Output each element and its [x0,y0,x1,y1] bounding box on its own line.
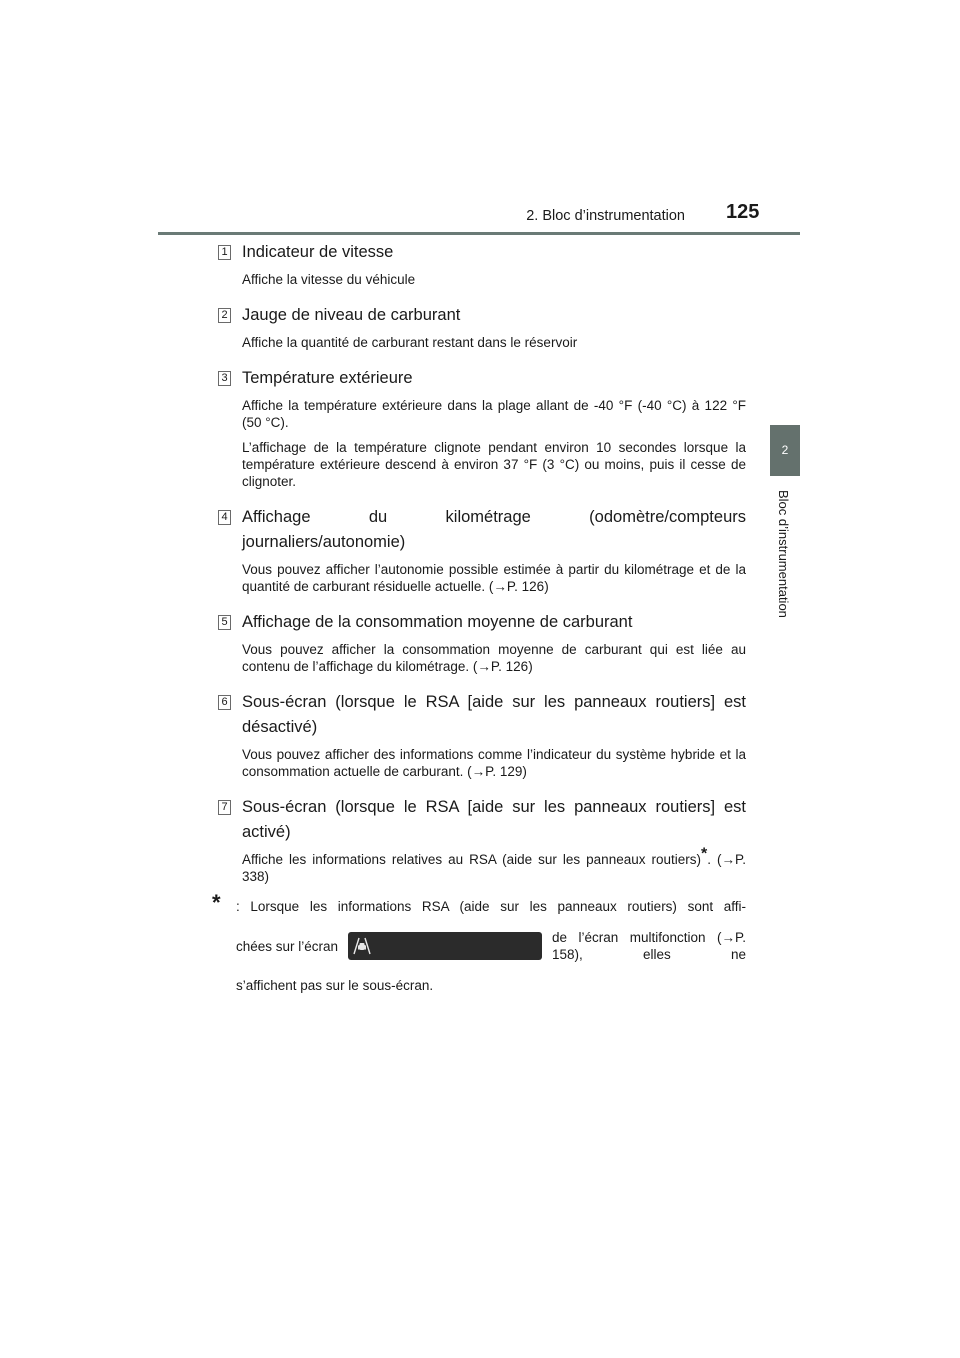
item-description-text: Affiche les informations relatives au RSA (aide sur les panneaux routiers) [242,852,701,867]
item-number-badge: 4 [218,510,231,525]
list-item [218,608,746,675]
footnote-star: * [212,890,221,915]
item-number-badge: 3 [218,371,231,386]
footnote-line: s’affichent pas sur le sous-écran. [236,978,434,993]
item-description: Affiche la température extérieure dans la plage allant de -40 °F (-40 °C) à 122 °F (50 °C). [242,398,746,430]
item-description: Affiche la vitesse du véhicule [242,272,416,287]
item-title: Indicateur de vitesse [242,243,394,261]
item-number-badge: 6 [218,695,231,710]
footnote-line: : Lorsque les informations RSA (aide sur les panneaux routiers) sont affi- [236,899,746,914]
header-divider [158,232,800,235]
item-title: Température extérieure [242,369,413,387]
footnote-text: chées sur l’écran [236,938,339,954]
chapter-tab: 2 [770,425,800,476]
item-title: Affichage de la consommation moyenne de carburant [242,613,633,631]
item-number-badge: 1 [218,245,231,260]
page-content [212,238,746,994]
footnote-text: de l’écran multifonction (→P. 158), elles ne [552,930,746,962]
item-description: Vous pouvez afficher la consommation moyenne de carburant qui est liée au contenu de l’affichage du kilométrage. (→P. 126) [242,642,746,674]
item-number-badge: 5 [218,615,231,630]
page-number: 125 [726,201,760,223]
footnote [212,890,746,994]
footnote-line [236,929,746,963]
item-number-badge: 7 [218,800,231,815]
list-item [218,301,746,351]
item-description: Vous pouvez afficher des informations comme l’indicateur du système hybride et la consommation actuelle de carburant. (→P. 129) [242,747,746,779]
list-item [218,364,746,490]
page-header [0,0,960,240]
driving-assist-screen-icon [348,932,542,960]
list-item [218,793,746,885]
item-title: Jauge de niveau de carburant [242,306,461,324]
item-title: Sous-écran (lorsque le RSA [aide sur les panneaux routiers] est désactivé) [242,693,746,736]
footnote-marker: * [700,845,708,863]
page-reference: . (→P. 338) [242,852,746,884]
item-description: L’affichage de la température clignote pendant environ 10 secondes lorsque la température extérieure descend à environ 37 °F (3 °C) ou moins, puis il cesse de clignoter. [242,440,746,489]
chapter-label: Bloc d’instrumentation [776,490,791,618]
list-item [218,503,746,595]
item-number-badge: 2 [218,308,231,323]
item-description: Vous pouvez afficher l’autonomie possible estimée à partir du kilométrage et de la quantité de carburant résiduelle actuelle. (→P. 126) [242,562,746,594]
item-description [242,845,746,885]
list-item [218,238,746,288]
section-title: 2. Bloc d’instrumentation [526,208,685,224]
item-title: Affichage du kilométrage (odomètre/compteurs journaliers/autonomie) [242,508,746,551]
item-description: Affiche la quantité de carburant restant dans le réservoir [242,335,578,350]
item-title: Sous-écran (lorsque le RSA [aide sur les panneaux routiers] est activé) [242,798,746,841]
list-item [218,688,746,780]
